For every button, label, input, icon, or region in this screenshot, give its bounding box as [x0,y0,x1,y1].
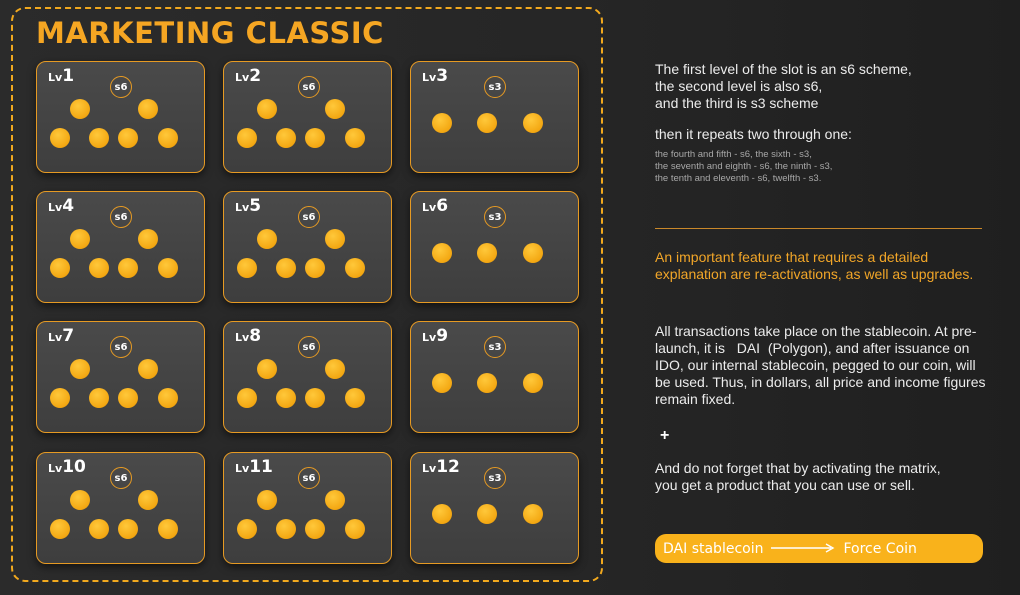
detail-line: the seventh and eighth - s6, the ninth - s3, [655,161,833,172]
page-title: MARKETING CLASSIC [36,16,384,50]
matrix-slot-dot [89,258,109,278]
level-label [235,328,261,345]
matrix-slot-dot [523,113,543,133]
level-label [422,198,448,215]
matrix-slot-dot [523,373,543,393]
matrix-slot-dot [305,519,325,539]
level-card [223,452,392,564]
level-number: 9 [436,326,449,346]
scheme-badge: s3 [484,206,506,228]
level-label [422,459,460,476]
level-number: 1 [62,66,75,86]
scheme-badge: s3 [484,76,506,98]
matrix-slot-dot [325,99,345,119]
matrix-text [655,460,941,494]
level-card [410,321,579,433]
matrix-slot-dot [158,128,178,148]
intro-line: The first level of the slot is an s6 scheme, [655,61,912,77]
level-card [410,452,579,564]
matrix-slot-dot [118,258,138,278]
matrix-slot-dot [432,504,452,524]
transactions-line: remain fixed. [655,391,736,407]
matrix-slot-dot [158,258,178,278]
matrix-slot-dot [276,128,296,148]
level-prefix: Lv [48,462,63,475]
detail-line: the fourth and fifth - s6, the sixth - s3, [655,149,812,160]
level-prefix: Lv [422,331,437,344]
level-card [36,61,205,173]
arrow-right-icon [771,541,835,557]
level-label [235,198,261,215]
scheme-badge: s6 [110,336,132,358]
divider [655,228,982,229]
matrix-slot-dot [305,388,325,408]
matrix-slot-dot [89,388,109,408]
matrix-slot-dot [477,373,497,393]
matrix-slot-dot [257,359,277,379]
matrix-slot-dot [305,128,325,148]
matrix-slot-dot [158,388,178,408]
level-prefix: Lv [235,331,250,344]
matrix-slot-dot [257,99,277,119]
level-label [48,328,74,345]
scheme-badge: s6 [298,206,320,228]
level-card [410,191,579,303]
matrix-slot-dot [477,243,497,263]
transactions-line: launch, it is DAI (Polygon), and after issuance on [655,340,970,356]
matrix-slot-dot [276,388,296,408]
matrix-slot-dot [138,490,158,510]
level-number: 2 [249,66,262,86]
matrix-slot-dot [138,359,158,379]
level-card [36,191,205,303]
feature-text [655,249,973,283]
matrix-slot-dot [89,519,109,539]
level-number: 8 [249,326,262,346]
level-prefix: Lv [48,331,63,344]
level-card [223,321,392,433]
level-number: 7 [62,326,75,346]
level-label [422,68,448,85]
matrix-slot-dot [70,359,90,379]
level-number: 3 [436,66,449,86]
matrix-slot-dot [345,258,365,278]
level-number: 5 [249,196,262,216]
scheme-badge: s6 [298,336,320,358]
matrix-slot-dot [345,128,365,148]
matrix-slot-dot [237,258,257,278]
detail-line: the tenth and eleventh - s6, twelfth - s3. [655,173,822,184]
level-label [235,459,273,476]
scheme-badge: s6 [110,76,132,98]
matrix-slot-dot [477,113,497,133]
feature-line: explanation are re-activations, as well as upgrades. [655,266,974,282]
matrix-slot-dot [158,519,178,539]
transactions-line: be used. Thus, in dollars, all price and income figures [655,374,986,390]
plus-sign: + [660,427,670,444]
matrix-slot-dot [523,504,543,524]
level-number: 11 [249,457,273,477]
matrix-slot-dot [345,519,365,539]
level-prefix: Lv [422,201,437,214]
matrix-slot-dot [70,99,90,119]
level-card [223,191,392,303]
matrix-slot-dot [257,229,277,249]
matrix-slot-dot [237,388,257,408]
scheme-badge: s3 [484,336,506,358]
scheme-badge: s6 [298,467,320,489]
matrix-slot-dot [138,229,158,249]
level-prefix: Lv [235,201,250,214]
matrix-slot-dot [237,519,257,539]
matrix-slot-dot [276,519,296,539]
matrix-slot-dot [70,490,90,510]
intro-line: the second level is also s6, [655,78,823,94]
matrix-slot-dot [325,490,345,510]
scheme-badge: s6 [110,206,132,228]
level-prefix: Lv [48,201,63,214]
matrix-slot-dot [432,373,452,393]
matrix-slot-dot [138,99,158,119]
level-number: 10 [62,457,86,477]
matrix-slot-dot [50,258,70,278]
matrix-slot-dot [345,388,365,408]
flow-to-label: Force Coin [843,540,917,557]
repeat-text: then it repeats two through one: [655,126,852,142]
level-label [48,459,86,476]
level-prefix: Lv [422,462,437,475]
matrix-slot-dot [325,359,345,379]
level-label [235,68,261,85]
level-number: 12 [436,457,460,477]
detail-text [655,149,832,185]
matrix-slot-dot [237,128,257,148]
level-prefix: Lv [48,71,63,84]
matrix-slot-dot [276,258,296,278]
matrix-slot-dot [50,519,70,539]
matrix-slot-dot [89,128,109,148]
level-number: 6 [436,196,449,216]
level-card [410,61,579,173]
level-card [36,452,205,564]
level-number: 4 [62,196,75,216]
matrix-slot-dot [50,388,70,408]
matrix-slot-dot [118,519,138,539]
level-card [223,61,392,173]
level-card [36,321,205,433]
matrix-slot-dot [523,243,543,263]
matrix-slot-dot [325,229,345,249]
matrix-slot-dot [50,128,70,148]
matrix-slot-dot [118,388,138,408]
flow-from-label: DAI stablecoin [663,540,764,557]
matrix-slot-dot [477,504,497,524]
level-prefix: Lv [235,71,250,84]
intro-text [655,61,912,112]
matrix-slot-dot [70,229,90,249]
matrix-line: you get a product that you can use or sell. [655,477,915,493]
matrix-slot-dot [257,490,277,510]
matrix-slot-dot [432,243,452,263]
level-label [422,328,448,345]
level-prefix: Lv [235,462,250,475]
scheme-badge: s3 [484,467,506,489]
stablecoin-flow-pill [655,534,983,563]
scheme-badge: s6 [110,467,132,489]
matrix-slot-dot [305,258,325,278]
level-label [48,198,74,215]
matrix-line: And do not forget that by activating the matrix, [655,460,941,476]
matrix-slot-dot [118,128,138,148]
level-label [48,68,74,85]
intro-line: and the third is s3 scheme [655,95,819,111]
scheme-badge: s6 [298,76,320,98]
feature-line: An important feature that requires a detailed [655,249,929,265]
transactions-text [655,323,1010,408]
matrix-slot-dot [432,113,452,133]
level-prefix: Lv [422,71,437,84]
transactions-line: All transactions take place on the stablecoin. At pre- [655,323,977,339]
transactions-line: IDO, our internal stablecoin, pegged to our coin, will [655,357,976,373]
